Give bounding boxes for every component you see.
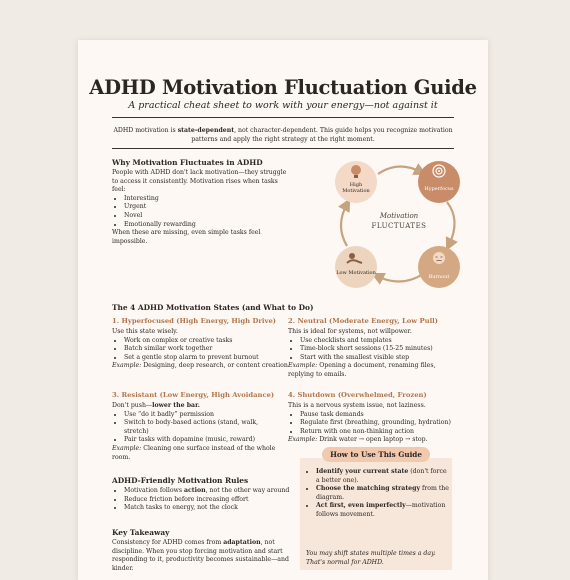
- state-list: [112, 411, 284, 445]
- list-item: • Pair tasks with dopamine (music, reward): [124, 436, 284, 445]
- state-1-heading: 1. Hyperfocused (High Energy, High Drive): [112, 317, 277, 325]
- tired-face-icon: [433, 252, 445, 264]
- list-item: • Switch to body-based actions (stand, walk, stretch): [124, 419, 284, 436]
- takeaway-text: Consistency for ADHD comes from adaptation, not discipline. When you stop forcing motivation and start responding to it, productivity becomes sustainable—and kinder.: [112, 539, 289, 572]
- why-heading: Why Motivation Fluctuates in ADHD: [112, 158, 263, 167]
- state-list: [112, 337, 292, 363]
- cheat-sheet-page: [78, 40, 488, 580]
- list-item: • Novel: [124, 212, 288, 221]
- page-subtitle: A practical cheat sheet to work with your energy—not against it: [128, 100, 438, 111]
- list-item: • Set a gentle stop alarm to prevent burnout: [124, 354, 292, 363]
- how-to-list: [304, 468, 450, 520]
- list-item: • Pause task demands: [300, 411, 458, 420]
- why-section: [112, 169, 288, 246]
- list-item: • Time-block short sessions (15-25 minutes): [300, 345, 456, 354]
- list-item: • Interesting: [124, 195, 288, 204]
- list-item: • Reduce friction before increasing effort: [124, 496, 298, 505]
- state-circle-low: [335, 246, 377, 288]
- cycle-arrow: [447, 202, 455, 245]
- state-lead: This is ideal for systems, not willpower.: [288, 328, 412, 335]
- list-item: • Act first, even imperfectly—motivation follows movement.: [316, 502, 450, 519]
- motivation-cycle-diagram: [323, 150, 473, 300]
- list-item: • Return with one non-thinking action: [300, 428, 458, 437]
- how-to-title: How to Use This Guide: [322, 447, 430, 462]
- state-example: Example: Cleaning one surface instead of the whole room.: [112, 444, 276, 461]
- divider: [112, 117, 454, 118]
- cycle-center-script: Motivation: [379, 212, 419, 220]
- how-to-footer: You may shift states multiple times a day. That's normal for ADHD.: [306, 550, 436, 566]
- list-item: • Choose the matching strategy from the diagram.: [316, 485, 450, 502]
- state-2-heading: 2. Neutral (Moderate Energy, Low Pull): [288, 317, 438, 325]
- state-label-low: Low Motivation: [336, 270, 376, 276]
- cycle-arrow: [377, 274, 423, 282]
- state-label-high: High Motivation: [342, 182, 370, 194]
- list-item: • Regulate first (breathing, grounding, hydration): [300, 419, 458, 428]
- state-4-heading: 4. Shutdown (Overwhelmed, Frozen): [288, 391, 427, 399]
- state-example: Example: Designing, deep research, or content creation.: [112, 362, 290, 370]
- state-3-heading: 3. Resistant (Low Energy, High Avoidance): [112, 391, 275, 399]
- cycle-arrow: [341, 204, 347, 246]
- state-circle-hyperfocus: [418, 161, 460, 203]
- state-3-body: [112, 402, 284, 462]
- state-lead: Use this state wisely.: [112, 328, 178, 335]
- list-item: • Urgent: [124, 203, 288, 212]
- why-closing: When these are missing, even simple tasks feel impossible.: [112, 229, 261, 245]
- rules-list: [112, 487, 298, 513]
- state-label-burnout: Burnout: [428, 274, 450, 280]
- list-item: • Use “do it badly” permission: [124, 411, 284, 420]
- list-item: • Work on complex or creative tasks: [124, 337, 292, 346]
- state-list: [288, 411, 458, 437]
- state-example: Example: Opening a document, renaming files, replying to emails.: [288, 362, 436, 378]
- list-item: • Identify your current state (don't force a better one).: [316, 468, 450, 485]
- state-example: Example: Drink water → open laptop → stop.: [288, 436, 428, 444]
- list-item: • Batch similar work together: [124, 345, 292, 354]
- list-item: • Match tasks to energy, not the clock: [124, 504, 298, 513]
- state-1-body: [112, 328, 292, 371]
- state-label-hyperfocus: Hyperfocus: [424, 186, 454, 192]
- cycle-center-label: FLUCTUATES: [371, 222, 427, 230]
- states-heading: The 4 ADHD Motivation States (and What to Do): [112, 303, 314, 312]
- intro-text: ADHD motivation is state-dependent, not character-dependent. This guide helps you recognize motivation patterns and apply the right strategy at the right moment.: [113, 127, 453, 143]
- list-item: • Start with the smallest visible step: [300, 354, 456, 363]
- list-item: • Use checklists and templates: [300, 337, 456, 346]
- rules-heading: ADHD-Friendly Motivation Rules: [112, 476, 249, 485]
- list-item: • Motivation follows action, not the other way around: [124, 487, 298, 496]
- why-list: [112, 195, 288, 229]
- divider: [112, 148, 454, 149]
- state-2-body: [288, 328, 456, 380]
- takeaway-heading: Key Takeaway: [112, 528, 170, 537]
- state-lead: Don't push—lower the bar.: [112, 402, 200, 409]
- state-4-body: [288, 402, 458, 445]
- list-item: • Emotionally rewarding: [124, 221, 288, 230]
- state-lead: This is a nervous system issue, not laziness.: [288, 402, 426, 409]
- state-list: [288, 337, 456, 363]
- page-title: ADHD Motivation Fluctuation Guide: [89, 76, 477, 99]
- cycle-arrow: [378, 166, 421, 174]
- why-paragraph: People with ADHD don't lack motivation—they struggle to access it consistently. Motivation rises when tasks feel:: [112, 169, 287, 194]
